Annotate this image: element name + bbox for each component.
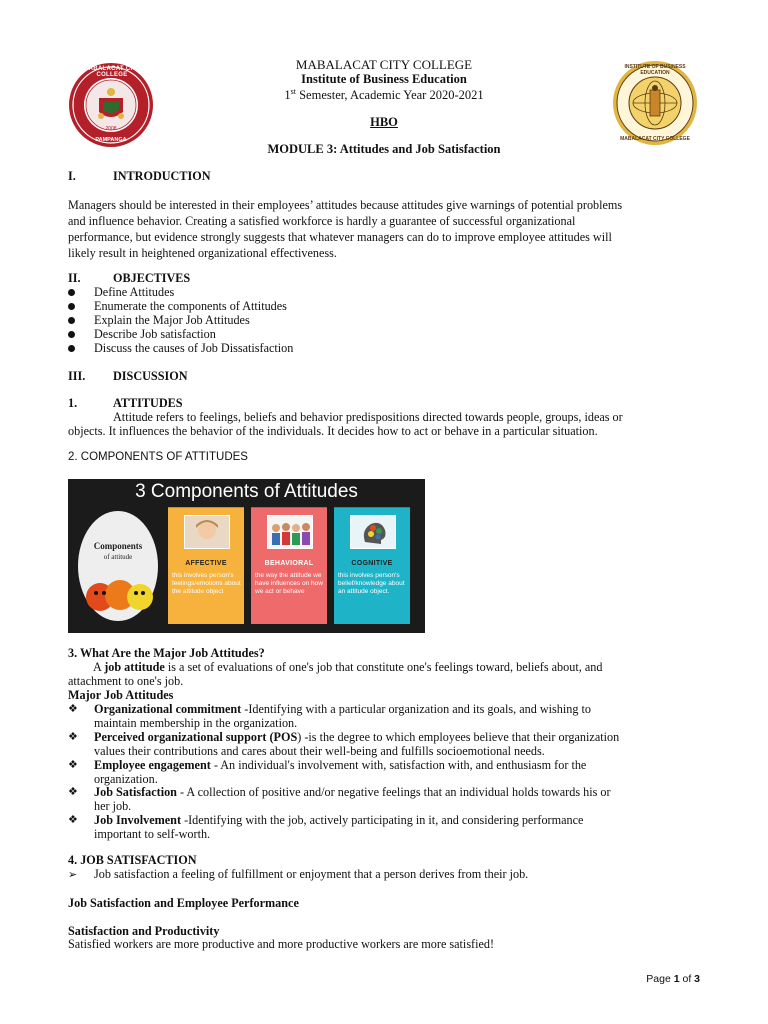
diamond-bullet-icon: ❖ <box>68 731 78 743</box>
job-attitude-definition: A job attitude is a set of evaluations of one's job that constitute one's feelings toward, beliefs about, and <box>93 660 603 674</box>
mcc-seal-year: 2008 <box>105 126 117 132</box>
mcc-seal-ring-text: MABALACAT CITY COLLEGE <box>83 66 141 78</box>
bullet-icon <box>68 345 75 352</box>
semester-line <box>0 87 768 103</box>
bullet-icon <box>68 303 75 310</box>
diamond-bullet-icon: ❖ <box>68 703 78 715</box>
affective-photo <box>184 515 230 549</box>
attitudes-definition-line1: Attitude refers to feelings, beliefs and behavior predispositions directed towards people, groups, ideas or <box>113 410 623 424</box>
discussion-number: III. <box>68 369 86 383</box>
diamond-bullet-icon: ❖ <box>68 786 78 798</box>
affective-description: this involves person's feelings/emotions about the attitude object <box>172 572 241 595</box>
satisfaction-productivity-text: Satisfied workers are more productive and more productive workers are more satisfied! <box>68 937 495 951</box>
bullet-icon <box>68 289 75 296</box>
components-circle-image <box>78 511 158 621</box>
page-number: Page 1 of 3 <box>646 973 700 985</box>
diamond-bullet-icon: ❖ <box>68 814 78 826</box>
intro-line: likely result in heightened organizational effectiveness. <box>68 246 337 260</box>
components-circle-sublabel: of attitude <box>103 553 133 561</box>
affective-label: AFFECTIVE <box>185 560 227 567</box>
bullet-icon <box>68 331 75 338</box>
ibe-seal-ring-text: INSTITUTE OF BUSINESS EDUCATION <box>624 64 686 76</box>
bullet-icon <box>68 317 75 324</box>
major-attitude-item: ❖ Organizational commitment -Identifying with a particular organization and its goals, and wishing to maintain membership in the organization. <box>68 702 591 730</box>
intro-heading: INTRODUCTION <box>113 169 211 183</box>
card-affective <box>168 507 244 624</box>
major-attitude-item: ❖ Employee engagement - An individual's involvement with, satisfaction with, and enthusiasm for the organization. <box>68 758 587 786</box>
job-attitude-term: job attitude <box>104 660 165 674</box>
behavioral-description: the way the attitude we have influences on how we act or behave <box>255 572 323 595</box>
ibe-seal-bottom-text: MABALACAT CITY COLLEGE <box>620 136 690 142</box>
intro-line: and influence behavior. Creating a satisfied workforce is hardly a guarantee of successful organizational <box>68 214 576 228</box>
major-attitude-item: ❖ Perceived organizational support (POS) -is the degree to which employees believe that their organization values their contributions and cares about their well-being and fulfills socioemotional needs. <box>68 730 620 758</box>
diamond-bullet-icon: ❖ <box>68 759 78 771</box>
arrow-bullet-icon: ➢ <box>68 869 78 881</box>
semester-suffix: st <box>290 87 296 96</box>
intro-number: I. <box>68 169 76 183</box>
module-title: MODULE 3: Attitudes and Job Satisfaction <box>267 142 501 156</box>
intro-paragraph <box>68 197 708 261</box>
mcc-seal-bottom-text: PAMPANGA <box>95 137 127 143</box>
subject-code: HBO <box>370 115 398 129</box>
infographic-title: 3 Components of Attitudes <box>135 481 358 502</box>
components-circle-label: Components <box>93 541 143 551</box>
behavioral-label: BEHAVIORAL <box>264 560 314 567</box>
semester-number: 1 <box>284 88 291 103</box>
behavioral-photo <box>267 515 313 549</box>
attitudes-number: 1. <box>68 396 78 410</box>
job-attitude-definition-line2: attachment to one's job. <box>68 674 184 688</box>
semester-text: Semester, Academic Year 2020-2021 <box>295 88 484 103</box>
college-name: MABALACAT CITY COLLEGE <box>295 57 473 72</box>
cognitive-label: COGNITIVE <box>351 560 393 567</box>
cognitive-description: this involves person's belief/knowledge about an attitude object. <box>338 572 405 595</box>
institute-name: Institute of Business Education <box>301 72 467 86</box>
objectives-number: II. <box>68 271 81 285</box>
attitudes-heading: ATTITUDES <box>113 396 183 410</box>
attitudes-definition-line2: objects. It influences the behavior of the individuals. It decides how to act or behave in a particular situation. <box>68 424 598 438</box>
components-heading: 2. COMPONENTS OF ATTITUDES <box>68 451 248 463</box>
job-satisfaction-heading: 4. JOB SATISFACTION <box>68 853 197 867</box>
major-attitude-item: ❖ Job Involvement -Identifying with the job, actively participating in it, and considering performance important to self-worth. <box>68 813 584 841</box>
discussion-heading: DISCUSSION <box>113 369 188 383</box>
components-infographic <box>68 479 425 633</box>
intro-line: performance, but evidence strongly suggests that whatever managers can do to improve employee attitudes will <box>68 230 612 244</box>
major-attitude-item: ❖ Job Satisfaction - A collection of positive and/or negative feelings that an individual holds towards his or her job. <box>68 785 611 813</box>
satisfaction-performance-heading: Job Satisfaction and Employee Performance <box>68 896 299 910</box>
job-attitudes-heading: 3. What Are the Major Job Attitudes? <box>68 646 265 660</box>
cognitive-photo <box>350 515 396 549</box>
major-job-attitudes-heading: Major Job Attitudes <box>68 688 174 702</box>
objectives-heading: OBJECTIVES <box>113 271 191 285</box>
card-behavioral <box>251 507 327 624</box>
satisfaction-productivity-heading: Satisfaction and Productivity <box>68 924 220 938</box>
job-satisfaction-definition: Job satisfaction a feeling of fulfillment or enjoyment that a person derives from their job. <box>94 867 529 881</box>
card-cognitive <box>334 507 410 624</box>
intro-line: Managers should be interested in their employees’ attitudes because attitudes give warnings of potential problems <box>68 198 623 212</box>
